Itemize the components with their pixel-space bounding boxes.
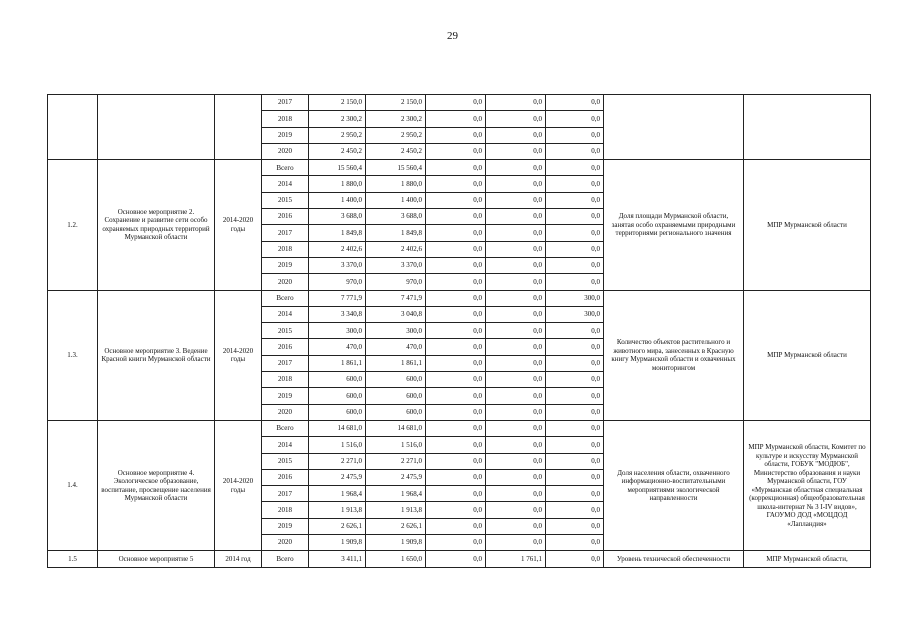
- activity-name-cell: [98, 95, 215, 160]
- regional-budget-cell: 1 400,0: [366, 192, 426, 208]
- total-cell: 14 681,0: [309, 420, 366, 436]
- year-cell: 2015: [262, 453, 309, 469]
- other-sources-cell: 0,0: [546, 323, 604, 339]
- other-sources-cell: 0,0: [546, 257, 604, 273]
- year-cell: 2014: [262, 437, 309, 453]
- year-cell: 2019: [262, 388, 309, 404]
- local-budget-cell: 0,0: [486, 535, 546, 551]
- local-budget-cell: 0,0: [486, 257, 546, 273]
- total-cell: 1 400,0: [309, 192, 366, 208]
- year-cell: Всего: [262, 290, 309, 306]
- table-row: [48, 290, 871, 306]
- regional-budget-cell: 300,0: [366, 323, 426, 339]
- local-budget-cell: 0,0: [486, 388, 546, 404]
- total-cell: 15 560,4: [309, 160, 366, 176]
- federal-budget-cell: 0,0: [426, 257, 486, 273]
- total-cell: 1 849,8: [309, 225, 366, 241]
- number-cell: [48, 95, 98, 160]
- total-cell: 2 475,9: [309, 469, 366, 485]
- other-sources-cell: 0,0: [546, 274, 604, 290]
- total-cell: 3 340,8: [309, 306, 366, 322]
- activity-name-cell: Основное мероприятие 3. Ведение Красной книги Мурманской области: [98, 290, 215, 420]
- regional-budget-cell: 2 300,2: [366, 111, 426, 127]
- regional-budget-cell: 3 688,0: [366, 209, 426, 225]
- regional-budget-cell: 1 968,4: [366, 486, 426, 502]
- regional-budget-cell: 1 516,0: [366, 437, 426, 453]
- federal-budget-cell: 0,0: [426, 404, 486, 420]
- executor-cell: МПР Мурманской области, Комитет по культуре и искусству Мурманской области, ГОБУК "МОДЮБ", Министерство образования и науки Мурманской области, ГОУ «Мурманская областная специальная (коррекционная) общеобразовательная школа-интернат № 3 I-IV видов», ГАОУМО ДОД «МОЦДОД «Лапландия»: [744, 420, 871, 550]
- federal-budget-cell: 0,0: [426, 225, 486, 241]
- federal-budget-cell: 0,0: [426, 388, 486, 404]
- year-cell: 2019: [262, 127, 309, 143]
- regional-budget-cell: 2 150,0: [366, 95, 426, 111]
- regional-budget-cell: 1 849,8: [366, 225, 426, 241]
- local-budget-cell: 0,0: [486, 127, 546, 143]
- total-cell: 1 913,8: [309, 502, 366, 518]
- period-cell: [215, 95, 262, 160]
- local-budget-cell: 0,0: [486, 339, 546, 355]
- number-cell: 1.2.: [48, 160, 98, 290]
- federal-budget-cell: 0,0: [426, 502, 486, 518]
- other-sources-cell: 0,0: [546, 143, 604, 159]
- other-sources-cell: 0,0: [546, 95, 604, 111]
- local-budget-cell: 0,0: [486, 111, 546, 127]
- total-cell: 1 968,4: [309, 486, 366, 502]
- local-budget-cell: 0,0: [486, 420, 546, 436]
- local-budget-cell: 0,0: [486, 486, 546, 502]
- local-budget-cell: 0,0: [486, 469, 546, 485]
- other-sources-cell: 0,0: [546, 535, 604, 551]
- number-cell: 1.4.: [48, 420, 98, 550]
- activity-name-cell: Основное мероприятие 2. Сохранение и развитие сети особо охраняемых природных территорий Мурманской области: [98, 160, 215, 290]
- local-budget-cell: 0,0: [486, 192, 546, 208]
- local-budget-cell: 0,0: [486, 241, 546, 257]
- regional-budget-cell: 1 880,0: [366, 176, 426, 192]
- local-budget-cell: 0,0: [486, 143, 546, 159]
- year-cell: 2018: [262, 502, 309, 518]
- local-budget-cell: 0,0: [486, 160, 546, 176]
- table-row: [48, 160, 871, 176]
- executor-cell: МПР Мурманской области: [744, 160, 871, 290]
- indicator-cell: Доля площади Мурманской области, занятая особо охраняемыми природными территориями регионального значения: [604, 160, 744, 290]
- other-sources-cell: 0,0: [546, 437, 604, 453]
- other-sources-cell: 0,0: [546, 453, 604, 469]
- executor-cell: МПР Мурманской области,: [744, 551, 871, 567]
- regional-budget-cell: 2 450,2: [366, 143, 426, 159]
- period-cell: 2014-2020 годы: [215, 420, 262, 550]
- other-sources-cell: 0,0: [546, 339, 604, 355]
- federal-budget-cell: 0,0: [426, 551, 486, 567]
- year-cell: 2019: [262, 518, 309, 534]
- federal-budget-cell: 0,0: [426, 420, 486, 436]
- federal-budget-cell: 0,0: [426, 535, 486, 551]
- year-cell: 2017: [262, 95, 309, 111]
- total-cell: 3 411,1: [309, 551, 366, 567]
- indicator-cell: Уровень технической обеспеченности: [604, 551, 744, 567]
- indicator-cell: Доля населения области, охваченного информационно-воспитательными мероприятиями экологической направленности: [604, 420, 744, 550]
- year-cell: 2015: [262, 192, 309, 208]
- year-cell: 2017: [262, 355, 309, 371]
- federal-budget-cell: 0,0: [426, 469, 486, 485]
- other-sources-cell: 0,0: [546, 241, 604, 257]
- regional-budget-cell: 470,0: [366, 339, 426, 355]
- local-budget-cell: 0,0: [486, 274, 546, 290]
- total-cell: 600,0: [309, 404, 366, 420]
- regional-budget-cell: 2 475,9: [366, 469, 426, 485]
- local-budget-cell: 0,0: [486, 453, 546, 469]
- federal-budget-cell: 0,0: [426, 274, 486, 290]
- total-cell: 600,0: [309, 388, 366, 404]
- regional-budget-cell: 1 913,8: [366, 502, 426, 518]
- other-sources-cell: 0,0: [546, 176, 604, 192]
- local-budget-cell: 0,0: [486, 323, 546, 339]
- local-budget-cell: 0,0: [486, 404, 546, 420]
- total-cell: 3 688,0: [309, 209, 366, 225]
- other-sources-cell: 0,0: [546, 388, 604, 404]
- federal-budget-cell: 0,0: [426, 486, 486, 502]
- local-budget-cell: 0,0: [486, 290, 546, 306]
- total-cell: 1 861,1: [309, 355, 366, 371]
- indicator-cell: [604, 95, 744, 160]
- local-budget-cell: 0,0: [486, 372, 546, 388]
- federal-budget-cell: 0,0: [426, 143, 486, 159]
- regional-budget-cell: 600,0: [366, 404, 426, 420]
- other-sources-cell: 0,0: [546, 404, 604, 420]
- number-cell: 1.5: [48, 551, 98, 567]
- other-sources-cell: 0,0: [546, 420, 604, 436]
- regional-budget-cell: 1 861,1: [366, 355, 426, 371]
- executor-cell: [744, 95, 871, 160]
- table-row: [48, 420, 871, 436]
- activity-name-cell: Основное мероприятие 4. Экологическое образование, воспитание, просвещение населения Мурманской области: [98, 420, 215, 550]
- federal-budget-cell: 0,0: [426, 355, 486, 371]
- federal-budget-cell: 0,0: [426, 160, 486, 176]
- federal-budget-cell: 0,0: [426, 192, 486, 208]
- period-cell: 2014 год: [215, 551, 262, 567]
- year-cell: 2014: [262, 306, 309, 322]
- year-cell: 2016: [262, 209, 309, 225]
- local-budget-cell: 0,0: [486, 176, 546, 192]
- regional-budget-cell: 2 402,6: [366, 241, 426, 257]
- executor-cell: МПР Мурманской области: [744, 290, 871, 420]
- local-budget-cell: 0,0: [486, 437, 546, 453]
- regional-budget-cell: 1 909,8: [366, 535, 426, 551]
- federal-budget-cell: 0,0: [426, 372, 486, 388]
- other-sources-cell: 0,0: [546, 502, 604, 518]
- regional-budget-cell: 600,0: [366, 372, 426, 388]
- table-row: [48, 551, 871, 567]
- year-cell: 2020: [262, 143, 309, 159]
- other-sources-cell: 0,0: [546, 111, 604, 127]
- total-cell: 3 370,0: [309, 257, 366, 273]
- number-cell: 1.3.: [48, 290, 98, 420]
- year-cell: 2020: [262, 404, 309, 420]
- total-cell: 2 271,0: [309, 453, 366, 469]
- other-sources-cell: 0,0: [546, 127, 604, 143]
- local-budget-cell: 0,0: [486, 518, 546, 534]
- year-cell: 2019: [262, 257, 309, 273]
- regional-budget-cell: 7 471,9: [366, 290, 426, 306]
- total-cell: 2 402,6: [309, 241, 366, 257]
- total-cell: 2 150,0: [309, 95, 366, 111]
- total-cell: 470,0: [309, 339, 366, 355]
- federal-budget-cell: 0,0: [426, 437, 486, 453]
- year-cell: 2016: [262, 469, 309, 485]
- local-budget-cell: 0,0: [486, 95, 546, 111]
- year-cell: 2015: [262, 323, 309, 339]
- local-budget-cell: 0,0: [486, 306, 546, 322]
- regional-budget-cell: 2 950,2: [366, 127, 426, 143]
- year-cell: 2017: [262, 486, 309, 502]
- total-cell: 1 909,8: [309, 535, 366, 551]
- other-sources-cell: 0,0: [546, 192, 604, 208]
- year-cell: 2018: [262, 111, 309, 127]
- year-cell: 2020: [262, 535, 309, 551]
- year-cell: 2018: [262, 372, 309, 388]
- regional-budget-cell: 2 271,0: [366, 453, 426, 469]
- other-sources-cell: 0,0: [546, 551, 604, 567]
- federal-budget-cell: 0,0: [426, 339, 486, 355]
- local-budget-cell: 1 761,1: [486, 551, 546, 567]
- other-sources-cell: 0,0: [546, 469, 604, 485]
- indicator-cell: Количество объектов растительного и животного мира, занесенных в Красную книгу Мурманской области и охваченных мониторингом: [604, 290, 744, 420]
- other-sources-cell: 0,0: [546, 209, 604, 225]
- year-cell: 2014: [262, 176, 309, 192]
- year-cell: 2016: [262, 339, 309, 355]
- total-cell: 2 626,1: [309, 518, 366, 534]
- year-cell: Всего: [262, 420, 309, 436]
- regional-budget-cell: 2 626,1: [366, 518, 426, 534]
- year-cell: Всего: [262, 551, 309, 567]
- regional-budget-cell: 970,0: [366, 274, 426, 290]
- federal-budget-cell: 0,0: [426, 290, 486, 306]
- year-cell: Всего: [262, 160, 309, 176]
- total-cell: 2 300,2: [309, 111, 366, 127]
- regional-budget-cell: 15 560,4: [366, 160, 426, 176]
- other-sources-cell: 0,0: [546, 372, 604, 388]
- total-cell: 1 880,0: [309, 176, 366, 192]
- local-budget-cell: 0,0: [486, 209, 546, 225]
- regional-budget-cell: 3 370,0: [366, 257, 426, 273]
- federal-budget-cell: 0,0: [426, 127, 486, 143]
- period-cell: 2014-2020 годы: [215, 290, 262, 420]
- year-cell: 2018: [262, 241, 309, 257]
- year-cell: 2017: [262, 225, 309, 241]
- total-cell: 2 950,2: [309, 127, 366, 143]
- total-cell: 1 516,0: [309, 437, 366, 453]
- regional-budget-cell: 3 040,8: [366, 306, 426, 322]
- activity-name-cell: Основное мероприятие 5: [98, 551, 215, 567]
- total-cell: 300,0: [309, 323, 366, 339]
- program-table: [47, 94, 871, 568]
- year-cell: 2020: [262, 274, 309, 290]
- other-sources-cell: 0,0: [546, 486, 604, 502]
- other-sources-cell: 0,0: [546, 518, 604, 534]
- federal-budget-cell: 0,0: [426, 453, 486, 469]
- federal-budget-cell: 0,0: [426, 241, 486, 257]
- total-cell: 7 771,9: [309, 290, 366, 306]
- other-sources-cell: 300,0: [546, 306, 604, 322]
- total-cell: 970,0: [309, 274, 366, 290]
- other-sources-cell: 0,0: [546, 160, 604, 176]
- other-sources-cell: 0,0: [546, 355, 604, 371]
- federal-budget-cell: 0,0: [426, 209, 486, 225]
- local-budget-cell: 0,0: [486, 502, 546, 518]
- regional-budget-cell: 14 681,0: [366, 420, 426, 436]
- federal-budget-cell: 0,0: [426, 111, 486, 127]
- federal-budget-cell: 0,0: [426, 323, 486, 339]
- federal-budget-cell: 0,0: [426, 176, 486, 192]
- federal-budget-cell: 0,0: [426, 518, 486, 534]
- page-number: 29: [447, 30, 458, 42]
- regional-budget-cell: 1 650,0: [366, 551, 426, 567]
- other-sources-cell: 0,0: [546, 225, 604, 241]
- regional-budget-cell: 600,0: [366, 388, 426, 404]
- total-cell: 2 450,2: [309, 143, 366, 159]
- period-cell: 2014-2020 годы: [215, 160, 262, 290]
- local-budget-cell: 0,0: [486, 225, 546, 241]
- other-sources-cell: 300,0: [546, 290, 604, 306]
- table-row: [48, 95, 871, 111]
- federal-budget-cell: 0,0: [426, 306, 486, 322]
- local-budget-cell: 0,0: [486, 355, 546, 371]
- federal-budget-cell: 0,0: [426, 95, 486, 111]
- total-cell: 600,0: [309, 372, 366, 388]
